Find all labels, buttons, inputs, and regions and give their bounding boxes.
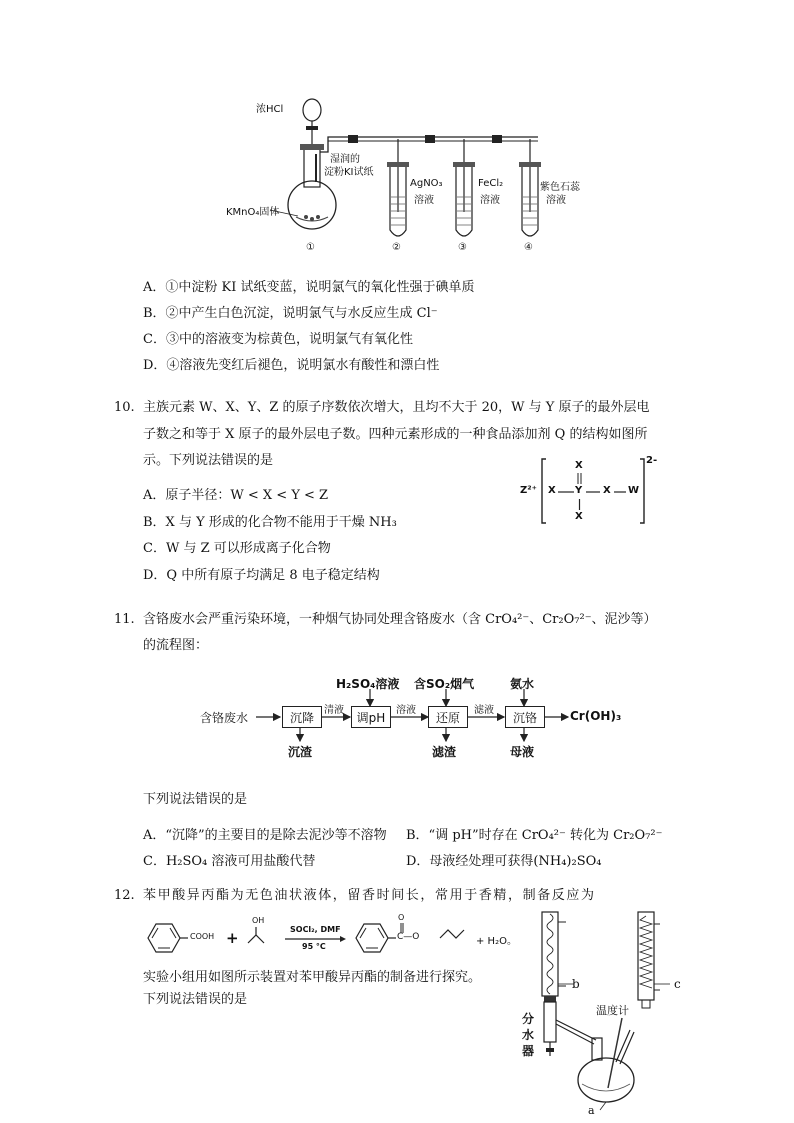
q12-plus-1: + (226, 929, 239, 947)
q12-plus-water: + H₂O。 (476, 936, 517, 947)
q12-label-separator-1: 分 (522, 1012, 535, 1026)
q10-atom-x2: X (603, 485, 611, 496)
flow-output-mother-liquor: 母液 (510, 745, 535, 759)
flow-product: Cr(OH)₃ (570, 709, 622, 723)
label-ki-paper-2: 淀粉KI试纸 (324, 167, 374, 178)
label-agno3-2: 溶液 (414, 195, 434, 206)
flow-reagent-h2so4: H₂SO₄溶液 (336, 677, 400, 691)
label-ki-paper-1: 湿润的 (330, 154, 360, 165)
label-n2: ② (392, 242, 401, 253)
q12-reaction-equation (140, 915, 520, 965)
flow-output-residue: 滤渣 (432, 745, 457, 759)
q11-number: 11. (114, 612, 135, 627)
q11-flowchart (200, 673, 640, 768)
q12-ester-chain: C—O (397, 932, 420, 942)
q12-condition-top: SOCl₂, DMF (290, 925, 341, 934)
flow-reagent-ammonia: 氨水 (510, 677, 535, 691)
q10-option-d: D．Q 中所有原子均满足 8 电子稳定结构 (143, 568, 380, 583)
q10-atom-bottom: X (575, 511, 583, 522)
label-conc-hcl: 浓HCl (256, 104, 284, 115)
q11-stem-2: 的流程图： (143, 638, 209, 653)
q10-option-b: B．X 与 Y 形成的化合物不能用于干燥 NH₃ (143, 515, 397, 530)
flow-arrow-label-2: 溶液 (396, 705, 416, 716)
q10-structure (518, 455, 668, 527)
label-litmus-1: 紫色石蕊 (540, 182, 580, 193)
q10-option-a: A．原子半径：W < X < Y < Z (143, 488, 329, 503)
q12-body-2: 下列说法错误的是 (143, 992, 248, 1007)
flow-step-reduce: 还原 (428, 706, 468, 728)
q11-question: 下列说法错误的是 (143, 792, 248, 807)
q10-cation: Z²⁺ (520, 485, 537, 496)
q10-option-c: C．W 与 Z 可以形成离子化合物 (143, 541, 331, 556)
q10-stem-3: 示。下列说法错误的是 (143, 453, 274, 468)
label-n1: ① (306, 242, 315, 253)
q9-option-c: C．③中的溶液变为棕黄色，说明氯气有氧化性 (143, 332, 413, 347)
q11-option-d: D．母液经处理可获得(NH₄)₂SO₄ (406, 854, 602, 869)
q11-option-b: B．“调 pH”时存在 CrO₄²⁻ 转化为 Cr₂O₇²⁻ (406, 828, 663, 843)
q12-label-b: b (572, 977, 580, 991)
q12-stem: 苯甲酸异丙酯为无色油状液体，留香时间长，常用于香精，制备反应为 (143, 888, 596, 903)
q12-label-thermometer: 温度计 (596, 1004, 629, 1017)
label-n4: ④ (524, 242, 533, 253)
q12-condition-bottom: 95 °C (302, 942, 326, 951)
q9-option-d: D．④溶液先变红后褪色，说明氯水有酸性和漂白性 (143, 358, 440, 373)
flow-reagent-so2: 含SO₂烟气 (414, 677, 475, 691)
q12-ester-o: O (398, 913, 405, 922)
q12-label-separator-2: 水 (522, 1028, 535, 1042)
q10-stem-2: 子数之和等于 X 原子的最外层电子数。四种元素形成的一种食品添加剂 Q 的结构如图所 (143, 427, 648, 442)
q12-oh: OH (252, 916, 265, 925)
q12-body-1: 实验小组用如图所示装置对苯甲酸异丙酯的制备进行探究。 (143, 970, 482, 985)
q10-atom-y: Y (575, 485, 583, 496)
label-n3: ③ (458, 242, 467, 253)
q11-option-c: C．H₂SO₄ 溶液可用盐酸代替 (143, 854, 316, 869)
flow-step-precipitate: 沉铬 (505, 706, 545, 728)
q10-atom-x1: X (548, 485, 556, 496)
flow-input: 含铬废水 (200, 711, 249, 725)
q12-label-separator-3: 器 (522, 1044, 535, 1058)
flow-step-adjust-ph: 调pH (351, 706, 391, 728)
label-agno3-1: AgNO₃ (410, 178, 443, 189)
q10-charge: 2- (646, 455, 658, 466)
q10-number: 10. (114, 400, 135, 415)
q12-label-a: a (588, 1104, 595, 1117)
q11-stem-1: 含铬废水会严重污染环境，一种烟气协同处理含铬废水（含 CrO₄²⁻、Cr₂O₇²⁻、泥沙等） (143, 612, 657, 627)
q11-option-a: A．“沉降”的主要目的是除去泥沙等不溶物 (143, 828, 387, 843)
flow-arrow-label-3: 滤液 (474, 705, 494, 716)
q9-apparatus-figure (220, 92, 580, 262)
q9-option-b: B．②中产生白色沉淀，说明氯气与水反应生成 Cl⁻ (143, 306, 438, 321)
q10-atom-top: X (575, 460, 583, 471)
q12-label-c: c (674, 977, 681, 991)
flow-step-settle: 沉降 (282, 706, 322, 728)
q12-cooh: COOH (190, 932, 215, 941)
q10-atom-w: W (628, 485, 640, 496)
label-fecl2-1: FeCl₂ (478, 178, 504, 189)
label-kmno4: KMnO₄固体 (226, 207, 280, 218)
label-fecl2-2: 溶液 (480, 195, 500, 206)
q9-option-a: A．①中淀粉 KI 试纸变蓝，说明氯气的氧化性强于碘单质 (143, 280, 475, 295)
flow-output-sediment: 沉渣 (288, 745, 313, 759)
q12-number: 12. (114, 888, 135, 903)
q10-stem-1: 主族元素 W、X、Y、Z 的原子序数依次增大，且均不大于 20，W 与 Y 原子的最外层电 (143, 400, 650, 415)
q12-apparatus-figure (516, 908, 696, 1118)
label-litmus-2: 溶液 (546, 195, 566, 206)
flow-arrow-label-1: 清液 (324, 705, 344, 716)
